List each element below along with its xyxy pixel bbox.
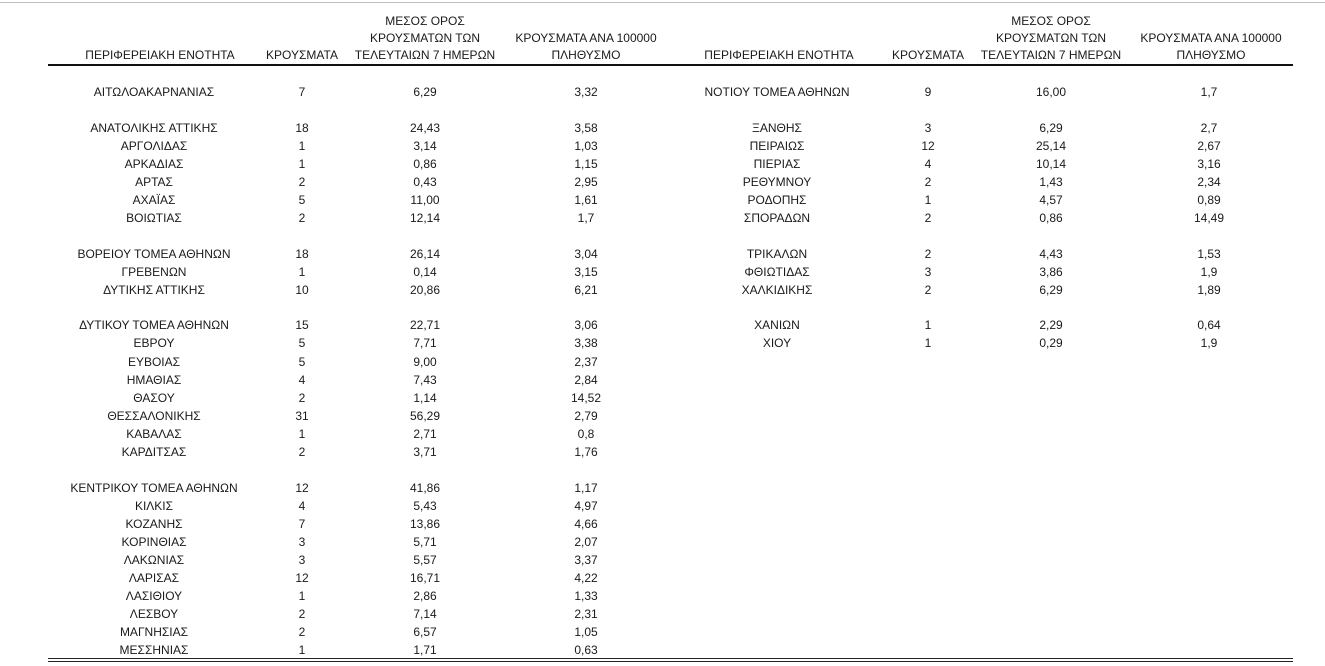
- cell-region: ΑΙΤΩΛΟΑΚΑΡΝΑΝΙΑΣ: [93, 85, 215, 99]
- cell-per100k: 14,49: [1193, 211, 1225, 225]
- cell-per100k: 1,05: [574, 625, 598, 639]
- table-row: [0, 587, 1325, 605]
- cell-per100k: 4,22: [574, 571, 598, 585]
- cell-region: ΣΠΟΡΑΔΩΝ: [743, 211, 811, 225]
- cell-cases: 2: [298, 175, 306, 189]
- cell-per100k: 1,76: [574, 445, 598, 459]
- cell-cases: 2: [298, 211, 306, 225]
- cell-avg7: 5,43: [413, 499, 437, 513]
- cell-per100k: 1,7: [577, 211, 595, 225]
- cell-region: ΝΟΤΙΟΥ ΤΟΜΕΑ ΑΘΗΝΩΝ: [704, 85, 850, 99]
- cell-cases: 1: [298, 157, 306, 171]
- table-row: [0, 533, 1325, 551]
- cell-avg7: 0,43: [413, 175, 437, 189]
- cell-avg7: 6,29: [413, 85, 437, 99]
- table-row: [0, 371, 1325, 389]
- table-row: [0, 515, 1325, 533]
- table-row: [0, 479, 1325, 497]
- cell-region: ΘΑΣΟΥ: [133, 391, 175, 405]
- cell-avg7: 2,29: [1039, 318, 1063, 332]
- table-row: [0, 281, 1325, 299]
- cell-per100k: 3,37: [574, 553, 598, 567]
- cell-cases: 10: [295, 283, 309, 297]
- cell-per100k: 1,61: [574, 193, 598, 207]
- cell-region: ΜΑΓΝΗΣΙΑΣ: [119, 625, 189, 639]
- cell-region: ΒΟΙΩΤΙΑΣ: [126, 211, 182, 225]
- table-bottom-border: [48, 658, 1293, 662]
- cell-avg7: 0,29: [1039, 336, 1063, 350]
- cell-avg7: 16,00: [1035, 85, 1067, 99]
- cell-cases: 2: [298, 391, 306, 405]
- cell-cases: 4: [298, 373, 306, 387]
- cell-cases: 1: [924, 193, 932, 207]
- cell-cases: 3: [298, 553, 306, 567]
- cell-region: ΑΝΑΤΟΛΙΚΗΣ ΑΤΤΙΚΗΣ: [90, 121, 218, 135]
- cell-region: ΔΥΤΙΚΟΥ ΤΟΜΕΑ ΑΘΗΝΩΝ: [79, 318, 229, 332]
- cell-cases: 1: [924, 318, 932, 332]
- cell-per100k: 2,07: [574, 535, 598, 549]
- cell-region: ΤΡΙΚΑΛΩΝ: [746, 247, 808, 261]
- cell-cases: 2: [924, 247, 932, 261]
- cell-cases: 3: [298, 535, 306, 549]
- cell-region: ΘΕΣΣΑΛΟΝΙΚΗΣ: [107, 409, 201, 423]
- cell-per100k: 3,15: [574, 265, 598, 279]
- cell-region: ΒΟΡΕΙΟΥ ΤΟΜΕΑ ΑΘΗΝΩΝ: [77, 247, 231, 261]
- cell-cases: 12: [295, 571, 309, 585]
- cell-cases: 5: [298, 336, 306, 350]
- cell-avg7: 3,86: [1039, 265, 1063, 279]
- cell-cases: 2: [924, 175, 932, 189]
- cell-cases: 1: [924, 336, 932, 350]
- cell-per100k: 2,67: [1197, 139, 1221, 153]
- cell-per100k: 1,33: [574, 589, 598, 603]
- table-row: [0, 119, 1325, 137]
- cell-region: ΛΑΡΙΣΑΣ: [128, 571, 180, 585]
- cell-cases: 2: [298, 607, 306, 621]
- header-region-right: ΠΕΡΙΦΕΡΕΙΑΚΗ ΕΝΟΤΗΤΑ: [704, 48, 854, 62]
- cell-region: ΚΙΛΚΙΣ: [134, 499, 174, 513]
- cell-per100k: 0,89: [1197, 193, 1221, 207]
- cell-region: ΚΕΝΤΡΙΚΟΥ ΤΟΜΕΑ ΑΘΗΝΩΝ: [70, 481, 238, 495]
- cell-cases: 4: [298, 499, 306, 513]
- cell-avg7: 1,43: [1039, 175, 1063, 189]
- cell-per100k: 4,66: [574, 517, 598, 531]
- cell-cases: 2: [924, 283, 932, 297]
- cell-per100k: 1,15: [574, 157, 598, 171]
- cell-per100k: 4,97: [574, 499, 598, 513]
- cell-cases: 12: [295, 481, 309, 495]
- cell-avg7: 20,86: [409, 283, 441, 297]
- cell-region: ΛΑΣΙΘΙΟΥ: [125, 589, 183, 603]
- cell-cases: 3: [924, 265, 932, 279]
- table-row: [0, 497, 1325, 515]
- table-row: [0, 389, 1325, 407]
- cell-per100k: 3,16: [1197, 157, 1221, 171]
- cell-avg7: 5,57: [413, 553, 437, 567]
- table-row: [0, 443, 1325, 461]
- cell-per100k: 1,53: [1197, 247, 1221, 261]
- cell-per100k: 1,9: [1200, 265, 1218, 279]
- cell-avg7: 0,86: [413, 157, 437, 171]
- header-cases-left: ΚΡΟΥΣΜΑΤΑ: [266, 48, 338, 62]
- cell-cases: 1: [298, 589, 306, 603]
- cell-region: ΓΡΕΒΕΝΩΝ: [121, 265, 187, 279]
- cell-region: ΠΕΙΡΑΙΩΣ: [749, 139, 805, 153]
- cell-region: ΕΥΒΟΙΑΣ: [127, 355, 181, 369]
- cell-region: ΧΑΛΚΙΔΙΚΗΣ: [741, 283, 813, 297]
- cell-avg7: 13,86: [409, 517, 441, 531]
- cell-cases: 9: [924, 85, 932, 99]
- table-row: [0, 605, 1325, 623]
- cell-per100k: 2,31: [574, 607, 598, 621]
- cell-cases: 15: [295, 318, 309, 332]
- cell-region: ΑΧΑΪΑΣ: [132, 193, 176, 207]
- cell-per100k: 0,64: [1197, 318, 1221, 332]
- table-row: [0, 83, 1325, 101]
- cell-per100k: 2,37: [574, 355, 598, 369]
- cell-region: ΦΘΙΩΤΙΔΑΣ: [744, 265, 810, 279]
- cell-avg7: 2,86: [413, 589, 437, 603]
- cell-avg7: 12,14: [409, 211, 441, 225]
- cell-avg7: 56,29: [409, 409, 441, 423]
- cell-avg7: 7,43: [413, 373, 437, 387]
- cell-avg7: 4,57: [1039, 193, 1063, 207]
- cell-avg7: 5,71: [413, 535, 437, 549]
- header-avg7-left: ΜΕΣΟΣ ΟΡΟΣ ΚΡΟΥΣΜΑΤΩΝ ΤΩΝ ΤΕΛΕΥΤΑΙΩΝ 7 ΗΜΕΡΩΝ: [354, 14, 496, 62]
- cell-per100k: 2,34: [1197, 175, 1221, 189]
- cell-region: ΞΑΝΘΗΣ: [752, 121, 802, 135]
- table-row: [0, 263, 1325, 281]
- cell-avg7: 2,71: [413, 427, 437, 441]
- cell-region: ΚΑΒΑΛΑΣ: [126, 427, 182, 441]
- cell-avg7: 9,00: [413, 355, 437, 369]
- cell-avg7: 10,14: [1035, 157, 1067, 171]
- table-row: [0, 137, 1325, 155]
- cell-cases: 18: [295, 121, 309, 135]
- table-row: [0, 353, 1325, 371]
- cell-avg7: 24,43: [409, 121, 441, 135]
- table-row: [0, 623, 1325, 641]
- cell-per100k: 3,58: [574, 121, 598, 135]
- cell-per100k: 2,95: [574, 175, 598, 189]
- cell-region: ΛΕΣΒΟΥ: [129, 607, 179, 621]
- cell-cases: 5: [298, 193, 306, 207]
- cell-region: ΑΡΤΑΣ: [135, 175, 173, 189]
- table-row: [0, 425, 1325, 443]
- cell-per100k: 2,7: [1200, 121, 1218, 135]
- cell-cases: 2: [924, 211, 932, 225]
- cell-avg7: 7,14: [413, 607, 437, 621]
- table-row: [0, 209, 1325, 227]
- cell-avg7: 0,14: [413, 265, 437, 279]
- cell-per100k: 6,21: [574, 283, 598, 297]
- cell-cases: 4: [924, 157, 932, 171]
- header-underline: [48, 64, 1293, 66]
- cell-cases: 2: [298, 445, 306, 459]
- table-row: [0, 569, 1325, 587]
- cell-avg7: 41,86: [409, 481, 441, 495]
- table-row: [0, 191, 1325, 209]
- cell-avg7: 1,71: [413, 643, 437, 657]
- cell-avg7: 3,14: [413, 139, 437, 153]
- cell-per100k: 3,32: [574, 85, 598, 99]
- cell-region: ΜΕΣΣΗΝΙΑΣ: [119, 643, 189, 657]
- cell-avg7: 6,57: [413, 625, 437, 639]
- cell-region: ΧΙΟΥ: [762, 336, 792, 350]
- cell-region: ΚΟΡΙΝΘΙΑΣ: [121, 535, 187, 549]
- cell-cases: 5: [298, 355, 306, 369]
- header-cases-right: ΚΡΟΥΣΜΑΤΑ: [892, 48, 964, 62]
- cell-region: ΡΕΘΥΜΝΟΥ: [742, 175, 812, 189]
- cell-per100k: 2,84: [574, 373, 598, 387]
- header-avg7-right: ΜΕΣΟΣ ΟΡΟΣ ΚΡΟΥΣΜΑΤΩΝ ΤΩΝ ΤΕΛΕΥΤΑΙΩΝ 7 ΗΜΕΡΩΝ: [980, 14, 1122, 62]
- table-row: [0, 245, 1325, 263]
- cell-per100k: 3,38: [574, 336, 598, 350]
- cell-region: ΠΙΕΡΙΑΣ: [753, 157, 801, 171]
- table-row: [0, 551, 1325, 569]
- cell-cases: 31: [295, 409, 309, 423]
- cell-avg7: 25,14: [1035, 139, 1067, 153]
- cell-cases: 1: [298, 265, 306, 279]
- cell-avg7: 6,29: [1039, 283, 1063, 297]
- cell-per100k: 1,03: [574, 139, 598, 153]
- cell-region: ΧΑΝΙΩΝ: [754, 318, 800, 332]
- cell-per100k: 1,7: [1200, 85, 1218, 99]
- header-per100k-right: ΚΡΟΥΣΜΑΤΑ ΑΝΑ 100000 ΠΛΗΘΥΣΜΟ: [1140, 31, 1282, 62]
- cell-per100k: 2,79: [574, 409, 598, 423]
- header-per100k-left: ΚΡΟΥΣΜΑΤΑ ΑΝΑ 100000 ΠΛΗΘΥΣΜΟ: [515, 31, 657, 62]
- cell-cases: 18: [295, 247, 309, 261]
- cell-per100k: 1,89: [1197, 283, 1221, 297]
- table-row: [0, 641, 1325, 659]
- cell-region: ΔΥΤΙΚΗΣ ΑΤΤΙΚΗΣ: [103, 283, 205, 297]
- table-row: [0, 155, 1325, 173]
- cell-region: ΕΒΡΟΥ: [133, 336, 175, 350]
- cell-per100k: 1,17: [574, 481, 598, 495]
- cell-region: ΑΡΓΟΛΙΔΑΣ: [120, 139, 188, 153]
- cell-region: ΗΜΑΘΙΑΣ: [126, 373, 182, 387]
- cell-per100k: 14,52: [570, 391, 602, 405]
- cell-cases: 12: [921, 139, 935, 153]
- cell-cases: 1: [298, 139, 306, 153]
- cell-region: ΚΑΡΔΙΤΣΑΣ: [121, 445, 187, 459]
- cell-cases: 1: [298, 643, 306, 657]
- table-row: [0, 407, 1325, 425]
- cell-avg7: 7,71: [413, 336, 437, 350]
- cell-avg7: 22,71: [409, 318, 441, 332]
- table-row: [0, 334, 1325, 352]
- cell-cases: 1: [298, 427, 306, 441]
- cell-avg7: 16,71: [409, 571, 441, 585]
- cell-per100k: 3,06: [574, 318, 598, 332]
- cell-region: ΚΟΖΑΝΗΣ: [125, 517, 183, 531]
- cell-per100k: 1,9: [1200, 336, 1218, 350]
- window-top-border: [0, 2, 1325, 3]
- cell-avg7: 11,00: [410, 193, 440, 207]
- table-row: [0, 173, 1325, 191]
- cell-avg7: 0,86: [1039, 211, 1063, 225]
- cell-region: ΑΡΚΑΔΙΑΣ: [124, 157, 184, 171]
- cell-avg7: 4,43: [1039, 247, 1063, 261]
- cell-avg7: 1,14: [413, 391, 437, 405]
- header-region-left: ΠΕΡΙΦΕΡΕΙΑΚΗ ΕΝΟΤΗΤΑ: [85, 48, 235, 62]
- cell-region: ΛΑΚΩΝΙΑΣ: [123, 553, 185, 567]
- cell-per100k: 3,04: [574, 247, 598, 261]
- cell-region: ΡΟΔΟΠΗΣ: [747, 193, 807, 207]
- cell-per100k: 0,63: [574, 643, 598, 657]
- cell-cases: 7: [298, 517, 306, 531]
- cell-per100k: 0,8: [577, 427, 595, 441]
- table-row: [0, 316, 1325, 334]
- cell-avg7: 6,29: [1039, 121, 1063, 135]
- cell-avg7: 3,71: [413, 445, 437, 459]
- cell-cases: 3: [924, 121, 932, 135]
- cell-cases: 2: [298, 625, 306, 639]
- cell-avg7: 26,14: [409, 247, 441, 261]
- cell-cases: 7: [298, 85, 306, 99]
